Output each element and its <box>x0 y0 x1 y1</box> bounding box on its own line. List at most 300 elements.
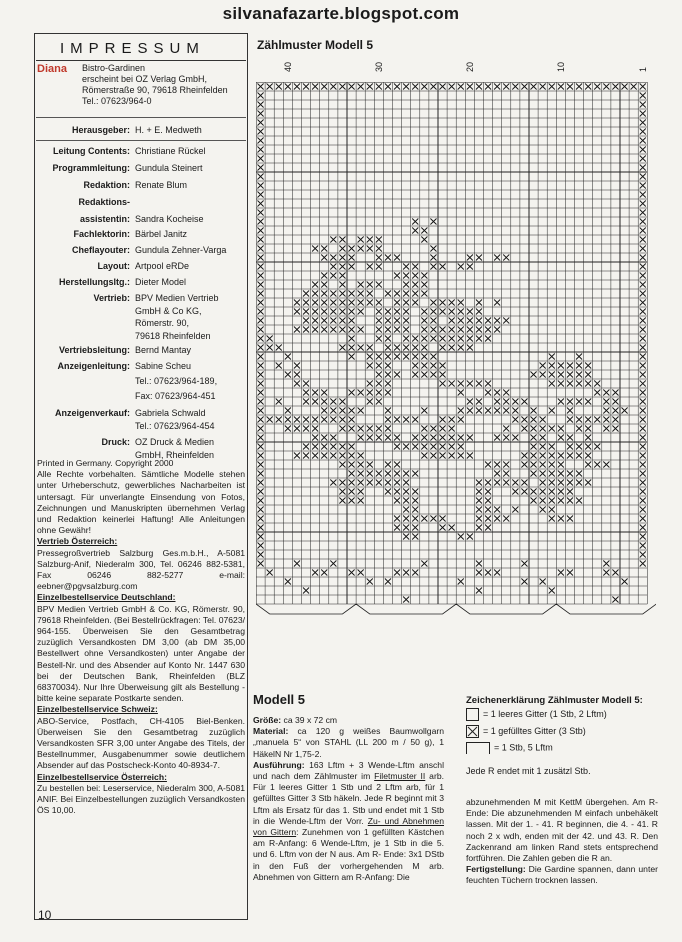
filled-cell <box>467 399 473 405</box>
filled-cell <box>521 561 527 567</box>
filled-cell <box>458 534 464 540</box>
filled-cell <box>312 435 318 441</box>
filled-cell <box>558 363 564 369</box>
filled-cell <box>412 84 418 90</box>
filled-cell <box>485 462 491 468</box>
filled-cell <box>612 84 618 90</box>
filled-cell <box>640 543 646 549</box>
filled-cell <box>258 426 264 432</box>
filled-cell <box>576 354 582 360</box>
filled-cell <box>358 480 364 486</box>
filled-cell <box>421 444 427 450</box>
filled-cell <box>576 444 582 450</box>
filled-cell <box>640 228 646 234</box>
filled-cell <box>576 453 582 459</box>
filled-cell <box>421 354 427 360</box>
filled-cell <box>412 264 418 270</box>
instructions-continued <box>466 797 658 887</box>
filled-cell <box>258 435 264 441</box>
filled-cell <box>640 210 646 216</box>
filled-cell <box>376 246 382 252</box>
filled-cell <box>458 381 464 387</box>
legal-heading: Vertrieb Österreich: <box>37 536 118 547</box>
filled-cell <box>612 426 618 432</box>
filled-cell <box>430 444 436 450</box>
filled-cell <box>385 480 391 486</box>
filled-cell <box>558 399 564 405</box>
filled-cell <box>258 336 264 342</box>
filled-cell <box>640 417 646 423</box>
filled-cell <box>349 444 355 450</box>
filled-cell <box>430 246 436 252</box>
filled-cell <box>385 408 391 414</box>
filled-cell <box>358 453 364 459</box>
filled-cell <box>640 291 646 297</box>
filled-cell <box>258 228 264 234</box>
filled-cell <box>549 372 555 378</box>
filled-cell <box>558 489 564 495</box>
filled-cell <box>467 345 473 351</box>
filled-cell <box>440 327 446 333</box>
legal-text <box>37 458 245 817</box>
filled-cell <box>312 417 318 423</box>
filled-cell <box>385 345 391 351</box>
filled-cell <box>458 345 464 351</box>
staff-value: Renate Blum <box>135 180 188 190</box>
zigzag-edge <box>256 604 656 614</box>
filled-cell <box>476 381 482 387</box>
filled-cell <box>303 453 309 459</box>
filled-cell <box>294 300 300 306</box>
filled-cell <box>476 570 482 576</box>
filled-cell <box>376 84 382 90</box>
legal-paragraph: Pressegroßvertrieb Salzburg Ges.m.b.H., A-5081 Salzburg-Anif, Niederalm 300, Tel. 06246 882-5381, Fax 06246 882-5277 e-mail: eebner@pgvsalzburg.com <box>37 547 245 592</box>
filled-cell <box>339 462 345 468</box>
filled-cell <box>512 489 518 495</box>
filled-cell <box>385 309 391 315</box>
filled-cell <box>449 84 455 90</box>
filled-cell <box>494 516 500 522</box>
filled-cell <box>339 255 345 261</box>
filled-cell <box>421 84 427 90</box>
filled-cell <box>376 471 382 477</box>
filled-cell <box>558 462 564 468</box>
filled-cell <box>358 462 364 468</box>
filled-cell <box>603 561 609 567</box>
filled-cell <box>640 174 646 180</box>
filled-cell <box>494 399 500 405</box>
modell-instructions <box>253 715 444 883</box>
filled-cell <box>540 462 546 468</box>
filled-cell <box>640 480 646 486</box>
filled-cell <box>321 327 327 333</box>
filled-cell <box>339 480 345 486</box>
filled-cell <box>567 570 573 576</box>
filled-cell <box>449 309 455 315</box>
filled-cell <box>367 363 373 369</box>
filled-cell <box>394 300 400 306</box>
filled-cell <box>421 228 427 234</box>
filled-cell <box>640 561 646 567</box>
filled-cell <box>640 372 646 378</box>
staff-label: Fachlektorin: <box>73 229 130 239</box>
staff-label: Cheflayouter: <box>71 245 130 255</box>
filled-cell <box>294 84 300 90</box>
axis-label: 30 <box>373 61 384 72</box>
filled-cell <box>567 480 573 486</box>
legend-text: = 1 leeres Gitter (1 Stb, 2 Lftm) <box>483 708 607 719</box>
filled-cell <box>321 570 327 576</box>
filled-cell <box>612 408 618 414</box>
filled-cell <box>412 417 418 423</box>
filled-cell <box>339 498 345 504</box>
filled-cell <box>603 408 609 414</box>
filled-cell <box>258 561 264 567</box>
filled-cell <box>385 336 391 342</box>
filled-cell <box>358 498 364 504</box>
filled-cell <box>258 399 264 405</box>
filled-cell <box>640 255 646 261</box>
filled-cell <box>585 435 591 441</box>
filled-cell <box>558 570 564 576</box>
filled-cell <box>540 435 546 441</box>
filled-cell <box>485 408 491 414</box>
filled-cell <box>476 498 482 504</box>
filled-cell <box>349 345 355 351</box>
filled-cell <box>403 273 409 279</box>
filled-cell <box>339 246 345 252</box>
filled-cell <box>440 363 446 369</box>
filled-cell <box>567 471 573 477</box>
filled-cell <box>622 579 628 585</box>
filled-cell <box>294 453 300 459</box>
filled-cell <box>503 390 509 396</box>
axis-label: 10 <box>555 61 566 72</box>
filled-cell <box>603 462 609 468</box>
filled-cell <box>385 435 391 441</box>
filled-cell <box>567 363 573 369</box>
staff-value: Gundula Zehner-Varga <box>135 245 227 255</box>
filled-cell <box>503 471 509 477</box>
filled-cell <box>412 291 418 297</box>
filled-cell <box>258 453 264 459</box>
impressum-title: IMPRESSUM <box>60 40 205 57</box>
diana-logo: Diana <box>37 63 67 75</box>
filled-cell <box>330 318 336 324</box>
filled-cell <box>622 408 628 414</box>
staff-value: Christiane Rückel <box>135 146 206 156</box>
filled-cell <box>258 291 264 297</box>
filled-cell <box>403 597 409 603</box>
filled-cell <box>376 318 382 324</box>
filled-cell <box>321 309 327 315</box>
staff-value: Dieter Model <box>135 277 187 287</box>
filled-cell <box>376 399 382 405</box>
filled-cell <box>558 516 564 522</box>
filled-cell <box>330 237 336 243</box>
staff-value: Artpool eRDe <box>135 261 190 271</box>
filled-cell <box>403 84 409 90</box>
filled-cell <box>449 345 455 351</box>
filled-cell <box>303 390 309 396</box>
filled-cell <box>358 282 364 288</box>
filled-cell <box>640 426 646 432</box>
filled-cell <box>485 516 491 522</box>
staff-label: Leitung Contents: <box>53 146 130 156</box>
filled-cell <box>385 363 391 369</box>
filled-cell <box>258 84 264 90</box>
filled-cell <box>321 246 327 252</box>
filled-cell <box>440 264 446 270</box>
filled-cell <box>449 525 455 531</box>
filled-cell <box>412 471 418 477</box>
filled-cell <box>585 417 591 423</box>
filled-cell <box>367 291 373 297</box>
filled-cell <box>640 435 646 441</box>
filled-cell <box>349 291 355 297</box>
filled-cell <box>640 237 646 243</box>
filled-cell <box>321 84 327 90</box>
filled-cell <box>258 183 264 189</box>
filled-cell <box>349 309 355 315</box>
filled-cell <box>421 345 427 351</box>
filled-cell <box>349 336 355 342</box>
filled-cell <box>467 264 473 270</box>
filled-cell <box>540 426 546 432</box>
filled-cell <box>640 534 646 540</box>
filled-cell <box>394 255 400 261</box>
filled-cell <box>303 300 309 306</box>
filled-cell <box>549 408 555 414</box>
filled-cell <box>312 390 318 396</box>
filled-cell <box>521 426 527 432</box>
filled-cell <box>339 237 345 243</box>
filled-cell <box>312 300 318 306</box>
filled-cell <box>458 444 464 450</box>
filled-cell <box>512 507 518 513</box>
filled-cell <box>367 579 373 585</box>
filled-cell <box>640 111 646 117</box>
filled-cell <box>494 480 500 486</box>
filled-cell <box>403 570 409 576</box>
filled-cell <box>367 300 373 306</box>
filled-cell <box>521 399 527 405</box>
filled-cell <box>640 525 646 531</box>
chart-title: Zählmuster Modell 5 <box>257 38 374 52</box>
filled-cell <box>394 435 400 441</box>
legend-title: Zeichenerklärung Zählmuster Modell 5: <box>466 695 643 706</box>
filled-cell <box>549 453 555 459</box>
filled-cell <box>549 444 555 450</box>
filled-cell <box>503 480 509 486</box>
filled-cell <box>258 327 264 333</box>
filled-cell <box>349 462 355 468</box>
filled-cell <box>294 327 300 333</box>
filled-cell <box>258 381 264 387</box>
filled-cell <box>640 273 646 279</box>
filled-cell <box>640 93 646 99</box>
filled-cell <box>258 93 264 99</box>
filled-cell <box>494 471 500 477</box>
filled-cell <box>412 516 418 522</box>
filled-cell <box>330 273 336 279</box>
filled-cell <box>449 435 455 441</box>
filled-cell <box>339 408 345 414</box>
filled-cell <box>612 399 618 405</box>
filled-cell <box>312 453 318 459</box>
filled-cell <box>640 552 646 558</box>
filled-cell <box>458 336 464 342</box>
staff-label: Herstellungsltg.: <box>58 277 130 287</box>
filled-cell <box>640 138 646 144</box>
filled-cell <box>494 462 500 468</box>
filled-cell <box>376 237 382 243</box>
filled-cell <box>585 84 591 90</box>
filled-cell <box>349 354 355 360</box>
filled-cell <box>303 588 309 594</box>
filled-cell <box>403 417 409 423</box>
filled-cell <box>440 309 446 315</box>
filled-cell <box>430 354 436 360</box>
filled-cell <box>430 516 436 522</box>
filled-cell <box>349 570 355 576</box>
filled-cell <box>494 255 500 261</box>
filled-cell <box>312 570 318 576</box>
staff-label: Layout: <box>97 261 130 271</box>
filled-cell <box>376 363 382 369</box>
filled-cell <box>303 327 309 333</box>
filled-cell <box>494 318 500 324</box>
staff-label: Redaktions- <box>78 197 130 207</box>
filled-cell <box>394 318 400 324</box>
filled-cell <box>339 426 345 432</box>
filled-cell <box>385 84 391 90</box>
publisher-line: Tel.: 07623/964-0 <box>82 96 152 106</box>
filled-cell <box>640 102 646 108</box>
filled-cell <box>330 300 336 306</box>
filled-cell <box>312 84 318 90</box>
filled-cell <box>603 570 609 576</box>
instruction-paragraph: abzunehmenden M mit KettM übergehen. Am R-Ende: Die abzunehmenden M einfach unbehäkelt lassen. Mit der 1. - 41. R beginnen, die 4. - 41. R noch 2 x wdh, enden mit der 42. und 43. R. Den Zackenrand am linken Rand stets entsprechend fortführen. Die Zahlen geben die R an. <box>466 797 658 864</box>
filled-cell <box>376 255 382 261</box>
filled-cell <box>458 300 464 306</box>
filled-cell <box>421 408 427 414</box>
filled-cell <box>349 408 355 414</box>
filled-cell <box>412 507 418 513</box>
filled-cell <box>512 408 518 414</box>
filled-cell <box>640 282 646 288</box>
filled-cell <box>258 345 264 351</box>
filled-cell <box>339 264 345 270</box>
filled-cell <box>330 84 336 90</box>
filled-cell <box>321 399 327 405</box>
filled-cell <box>476 561 482 567</box>
axis-label: 20 <box>464 61 475 72</box>
filled-cell <box>267 417 273 423</box>
filled-cell <box>476 309 482 315</box>
filled-cell <box>267 84 273 90</box>
filled-cell <box>476 480 482 486</box>
filled-cell <box>640 309 646 315</box>
filled-cell <box>349 255 355 261</box>
filled-cell <box>367 237 373 243</box>
filled-cell <box>403 525 409 531</box>
filled-cell <box>412 372 418 378</box>
filled-cell <box>558 435 564 441</box>
filled-cell <box>294 363 300 369</box>
filled-cell <box>467 435 473 441</box>
filled-cell <box>567 444 573 450</box>
filled-cell <box>421 426 427 432</box>
filled-cell <box>549 363 555 369</box>
filled-cell <box>258 165 264 171</box>
filled-cell <box>458 390 464 396</box>
filled-cell <box>567 372 573 378</box>
filled-cell <box>358 345 364 351</box>
filled-cell <box>440 426 446 432</box>
filled-cell <box>476 399 482 405</box>
filled-cell <box>576 498 582 504</box>
filled-cell <box>339 282 345 288</box>
filled-cell <box>394 309 400 315</box>
filled-cell <box>385 417 391 423</box>
filled-cell <box>531 372 537 378</box>
filled-cell <box>303 381 309 387</box>
filled-cell <box>349 264 355 270</box>
filled-cell <box>321 273 327 279</box>
filled-cell <box>285 408 291 414</box>
filled-cell <box>339 345 345 351</box>
filled-cell <box>376 381 382 387</box>
filled-cell <box>403 318 409 324</box>
filled-cell <box>321 390 327 396</box>
filled-cell <box>558 498 564 504</box>
filled-cell <box>576 480 582 486</box>
filled-cell <box>276 399 282 405</box>
filled-cell <box>512 435 518 441</box>
filled-cell <box>358 246 364 252</box>
filled-cell <box>258 282 264 288</box>
filled-cell <box>258 264 264 270</box>
filled-cell <box>549 498 555 504</box>
filled-cell <box>403 291 409 297</box>
filled-cell <box>549 588 555 594</box>
filled-cell <box>485 336 491 342</box>
filled-cell <box>394 444 400 450</box>
filled-cell <box>467 309 473 315</box>
filled-cell <box>540 372 546 378</box>
filled-cell <box>403 354 409 360</box>
filled-cell <box>594 390 600 396</box>
filled-cell <box>531 444 537 450</box>
filled-cell <box>367 264 373 270</box>
filled-cell <box>640 453 646 459</box>
filled-cell <box>640 129 646 135</box>
filled-cell <box>303 444 309 450</box>
filled-cell <box>449 426 455 432</box>
filled-cell <box>376 282 382 288</box>
filled-cell <box>440 453 446 459</box>
filled-cell <box>312 327 318 333</box>
filled-cell <box>303 426 309 432</box>
filled-cell <box>403 498 409 504</box>
filled-cell <box>640 471 646 477</box>
filled-cell <box>612 390 618 396</box>
filled-cell <box>403 507 409 513</box>
legal-paragraph: Zu bestellen bei: Leserservice, Niederalm 300, A-5081 ANIF. Bei Einzelbestellungen zuzüglich Versandkosten ÖS 10,00. <box>37 782 245 816</box>
filled-cell <box>494 390 500 396</box>
filled-cell <box>376 372 382 378</box>
